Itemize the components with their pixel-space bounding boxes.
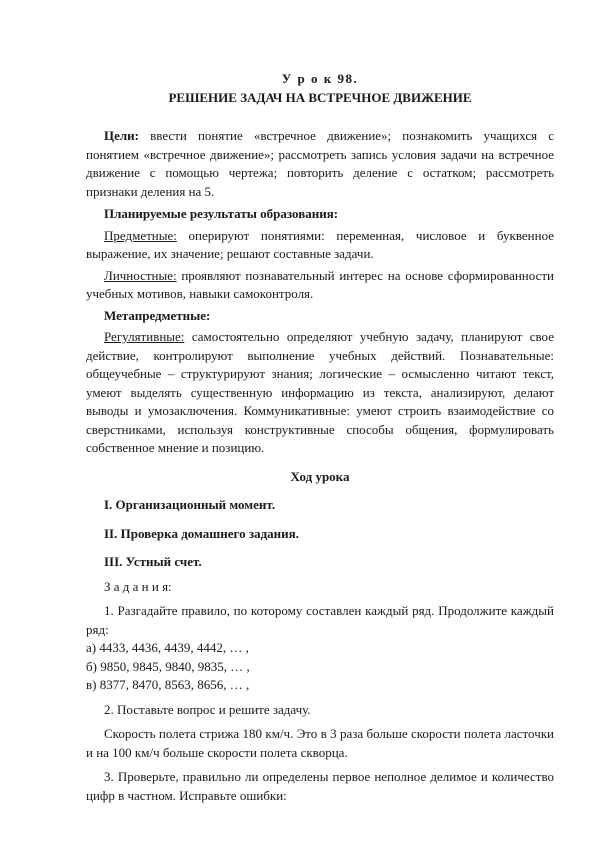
number-rows [86, 639, 554, 695]
task-3: 3. Проверьте, правильно ли определены первое неполное делимое и количество цифр в частном. Исправьте ошибки: [86, 769, 554, 803]
meta-results-heading: Метапредметные: [104, 307, 211, 323]
results-heading: Планируемые результаты образования: [104, 206, 339, 221]
lesson-flow-heading: Ход урока [290, 468, 350, 484]
personal-results-text: проявляют познавательный интерес на основе сформированности учебных мотивов, навыки самоконтроля. [86, 267, 554, 301]
subject-results-label: Предметные: [104, 227, 177, 243]
goals-text: ввести понятие «встречное движение»; познакомить учащихся с понятием «встречное движение»; рассмотреть запись условия задачи на встречное движение с помощью чертежа; повторить деление с остатком; рассмотреть признаки деления на 5. [86, 128, 554, 199]
task-1: 1. Разгадайте правило, по которому составлен каждый ряд. Продолжите каждый ряд: [86, 603, 554, 637]
document-content [86, 70, 554, 805]
regulative-results-label: Регулятивные: [104, 329, 185, 344]
number-row-a: а) 4433, 4436, 4439, 4442, … , [86, 640, 249, 655]
step-homework-check: II. Проверка домашнего задания. [104, 525, 299, 541]
goals-paragraph [86, 127, 554, 201]
step-organizational: I. Организационный момент. [104, 497, 276, 512]
step-oral-count: III. Устный счет. [104, 554, 202, 569]
personal-results-label: Личностные: [104, 267, 177, 283]
number-row-b: б) 9850, 9845, 9840, 9835, … , [86, 658, 250, 674]
goals-label: Цели: [104, 128, 139, 143]
subject-results-paragraph [86, 227, 554, 264]
lesson-number: У р о к 98. [281, 71, 359, 86]
tasks-label: З а д а н и я: [104, 578, 172, 594]
personal-results-paragraph [86, 267, 554, 304]
task-2-text: Скорость полета стрижа 180 км/ч. Это в 3 раза больше скорости полета ласточки и на 100 км/ч больше скорости полета скворца. [86, 726, 554, 760]
regulative-results-text: самостоятельно определяют учебную задачу, планируют свое действие, контролируют выполнение учебных действий. Познавательные: общеучебные – структурируют знания; логические – осмысленно читают текст, умеют выделять существенную информацию из текста, анализируют, делают выводы и умозаключения. Коммуникативные: умеют строить взаимодействие со сверстниками, используя конструктивные способы общения, формулировать собственное мнение и позицию. [86, 329, 554, 455]
number-row-c: в) 8377, 8470, 8563, 8656, … , [86, 677, 250, 692]
lesson-title: РЕШЕНИЕ ЗАДАЧ НА ВСТРЕЧНОЕ ДВИЖЕНИЕ [168, 89, 472, 105]
regulative-results-paragraph [86, 328, 554, 458]
subject-results-text: оперируют понятиями: переменная, числовое и буквенное выражение, их значение; решают составные задачи. [86, 227, 554, 261]
task-2: 2. Поставьте вопрос и решите задачу. [104, 701, 311, 717]
